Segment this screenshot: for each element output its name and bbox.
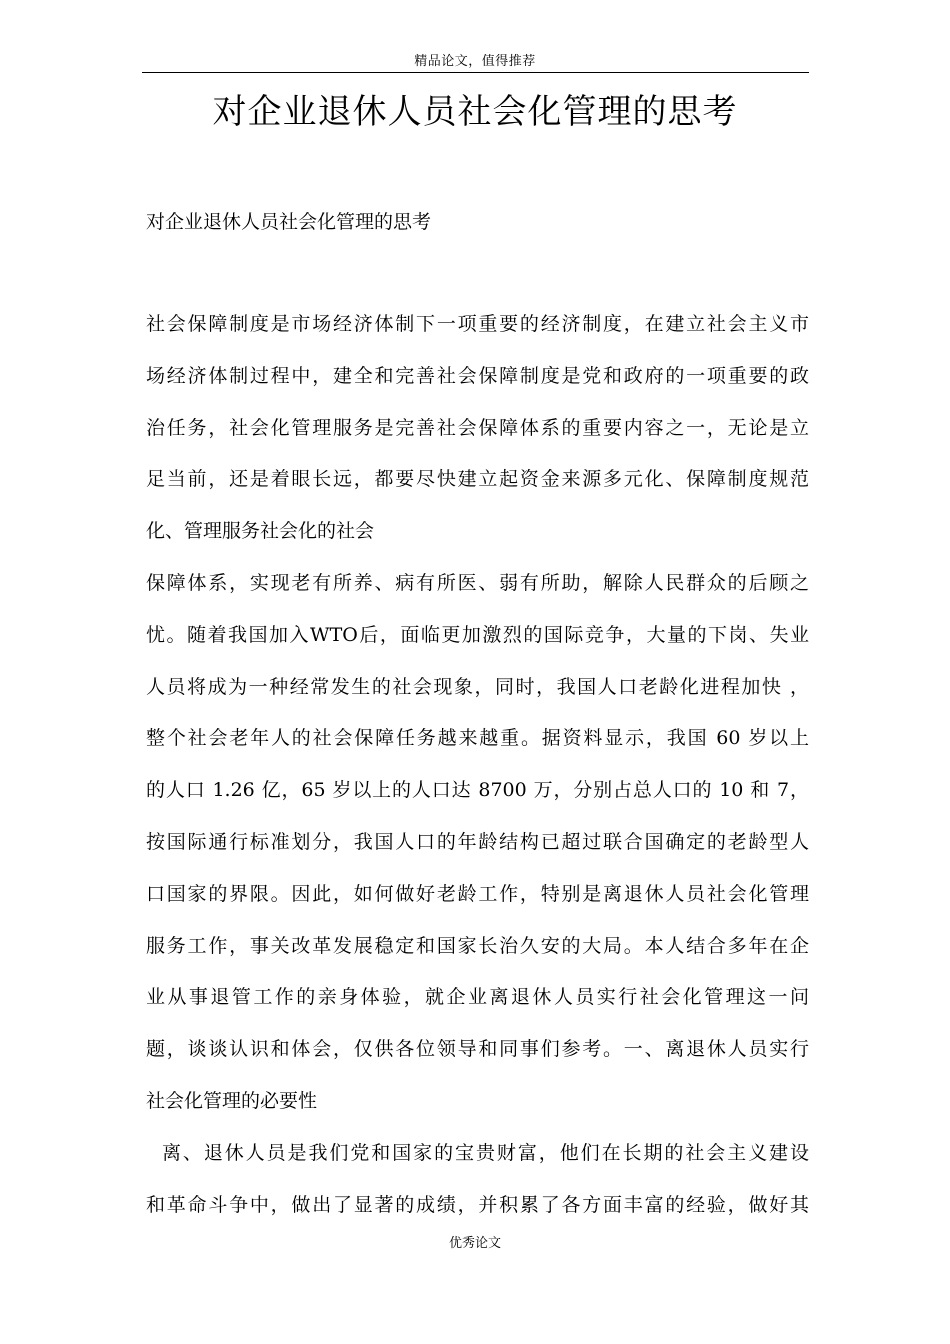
running-header: 精品论文，值得推荐 [414, 54, 536, 69]
text-line: 化、管理服务社会化的社会 [146, 520, 375, 543]
text-line: 人员将成为一种经常发生的社会现象，同时，我国人口老龄化进程加快 ， [146, 675, 809, 698]
text-line: 场经济体制过程中，建全和完善社会保障制度是党和政府的一项重要的政 [146, 364, 809, 387]
text-line: 社会保障制度是市场经济体制下一项重要的经济制度，在建立社会主义市 [146, 313, 809, 335]
document-title: 对企业退休人员社会化管理的思考 [212, 92, 738, 132]
text-line: 整个社会老年人的社会保障任务越来越重。据资料显示，我国 60 岁以上 [146, 727, 809, 750]
text-line: 口国家的界限。因此，如何做好老龄工作，特别是离退休人员社会化管理 [146, 882, 809, 905]
text-line: 题，谈谈认识和体会，仅供各位领导和同事们参考。一、离退休人员实行 [146, 1038, 809, 1061]
page-footer: 优秀论文 [448, 1236, 501, 1251]
text-line: 和革命斗争中，做出了显著的成绩，并积累了各方面丰富的经验，做好其 [146, 1193, 809, 1216]
text-line: 治任务，社会化管理服务是完善社会保障体系的重要内容之一，无论是立 [146, 416, 809, 439]
text-line: 足当前，还是着眼长远，都要尽快建立起资金来源多元化、保障制度规范 [146, 468, 809, 491]
header-rule [142, 72, 809, 73]
text-line: 的人口 1.26 亿，65 岁以上的人口达 8700 万，分别占总人口的 10 和 7， [146, 779, 809, 802]
text-line: 服务工作，事关改革发展稳定和国家长治久安的大局。本人结合多年在企 [146, 934, 809, 957]
text-line: 忧。随着我国加入WTO后，面临更加激烈的国际竞争，大量的下岗、失业 [146, 623, 809, 646]
body-text [146, 312, 809, 1244]
text-line: 按国际通行标准划分，我国人口的年龄结构已超过联合国确定的老龄型人 [146, 830, 809, 853]
text-line: 社会化管理的必要性 [146, 1089, 318, 1112]
text-line: 保障体系，实现老有所养、病有所医、弱有所助，解除人民群众的后顾之 [146, 571, 809, 594]
text-line: 业从事退管工作的亲身体验，就企业离退休人员实行社会化管理这一问 [146, 986, 809, 1009]
text-line: 离、退休人员是我们党和国家的宝贵财富，他们在长期的社会主义建设 [146, 1141, 809, 1164]
document-subtitle: 对企业退休人员社会化管理的思考 [146, 211, 432, 233]
